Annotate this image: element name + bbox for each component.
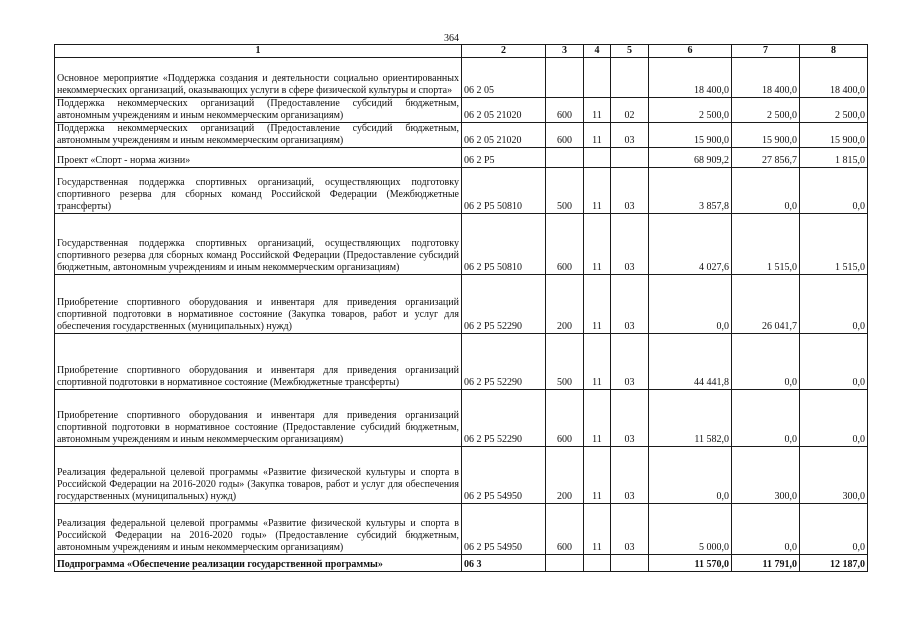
row-col3-cell: 200: [546, 447, 584, 504]
row-col7-cell: 0,0: [732, 168, 800, 214]
row-col4-cell: 11: [584, 447, 611, 504]
row-col6-cell: 2 500,0: [649, 98, 732, 123]
column-header: 8: [800, 45, 868, 58]
row-col6-cell: 44 441,8: [649, 334, 732, 390]
row-col5-cell: [611, 148, 649, 168]
row-name-cell: Приобретение спортивного оборудования и инвентаря для приведения организаций спортивной подготовки в нормативное состояние (Межбюджетные трансферты): [55, 334, 462, 390]
row-col4-cell: [584, 555, 611, 572]
row-col6-cell: 11 570,0: [649, 555, 732, 572]
table-row: [55, 390, 868, 447]
row-name-cell: Подпрограмма «Обеспечение реализации государственной программы»: [55, 555, 462, 572]
row-col3-cell: [546, 58, 584, 98]
row-code-cell: 06 2 P5 50810: [462, 168, 546, 214]
row-col7-cell: 27 856,7: [732, 148, 800, 168]
row-col4-cell: 11: [584, 504, 611, 555]
table-row: [55, 447, 868, 504]
row-col7-cell: 2 500,0: [732, 98, 800, 123]
row-name-cell: Реализация федеральной целевой программы «Развитие физической культуры и спорта в Российской Федерации на 2016-2020 годы» (Закупка товаров, работ и услуг для обеспечения государственных (муниципальных) нужд): [55, 447, 462, 504]
row-col3-cell: 600: [546, 98, 584, 123]
row-col8-cell: 1 815,0: [800, 148, 868, 168]
page-number: 364: [444, 33, 459, 44]
budget-table: [54, 44, 868, 572]
row-col7-cell: 15 900,0: [732, 123, 800, 148]
row-col3-cell: [546, 555, 584, 572]
row-col4-cell: 11: [584, 390, 611, 447]
row-code-cell: 06 2 05 21020: [462, 98, 546, 123]
row-code-cell: 06 2 05: [462, 58, 546, 98]
row-col8-cell: 300,0: [800, 447, 868, 504]
row-col4-cell: 11: [584, 275, 611, 334]
row-col3-cell: 600: [546, 214, 584, 275]
row-col6-cell: 3 857,8: [649, 168, 732, 214]
table-row: [55, 98, 868, 123]
column-header: 1: [55, 45, 462, 58]
row-col7-cell: 18 400,0: [732, 58, 800, 98]
row-name-cell: Основное мероприятие «Поддержка создания и деятельности социально ориентированных некоммерческих организаций, оказывающих услуги в сфере физической культуры и спорта»: [55, 58, 462, 98]
column-header: 6: [649, 45, 732, 58]
row-name-cell: Государственная поддержка спортивных организаций, осуществляющих подготовку спортивного резерва для сборных команд Российской Федерации (Межбюджетные трансферты): [55, 168, 462, 214]
row-name-cell: Приобретение спортивного оборудования и инвентаря для приведения организаций спортивной подготовки в нормативное состояние (Закупка товаров, работ и услуг для обеспечения государственных (муниципальных) нужд): [55, 275, 462, 334]
row-col3-cell: [546, 148, 584, 168]
row-name-cell: Поддержка некоммерческих организаций (Предоставление субсидий бюджетным, автономным учреждениям и иным некоммерческим организациям): [55, 98, 462, 123]
row-col5-cell: 03: [611, 168, 649, 214]
row-col6-cell: 68 909,2: [649, 148, 732, 168]
row-col7-cell: 11 791,0: [732, 555, 800, 572]
row-col8-cell: 0,0: [800, 168, 868, 214]
row-col7-cell: 26 041,7: [732, 275, 800, 334]
row-col4-cell: 11: [584, 334, 611, 390]
row-code-cell: 06 2 P5 50810: [462, 214, 546, 275]
row-col6-cell: 18 400,0: [649, 58, 732, 98]
row-code-cell: 06 2 05 21020: [462, 123, 546, 148]
column-header: 2: [462, 45, 546, 58]
row-code-cell: 06 2 P5 54950: [462, 504, 546, 555]
row-col5-cell: [611, 58, 649, 98]
row-col5-cell: 03: [611, 275, 649, 334]
row-col3-cell: 600: [546, 123, 584, 148]
table-row: [55, 275, 868, 334]
row-col8-cell: 15 900,0: [800, 123, 868, 148]
row-col7-cell: 1 515,0: [732, 214, 800, 275]
column-header: 5: [611, 45, 649, 58]
row-name-cell: Государственная поддержка спортивных организаций, осуществляющих подготовку спортивного резерва для сборных команд Российской Федерации (Предоставление субсидий бюджетным, автономным учреждениям и иным некоммерческим организациям): [55, 214, 462, 275]
row-col3-cell: 500: [546, 334, 584, 390]
row-col5-cell: 03: [611, 390, 649, 447]
row-col5-cell: 03: [611, 214, 649, 275]
row-code-cell: 06 3: [462, 555, 546, 572]
row-col8-cell: 18 400,0: [800, 58, 868, 98]
table-row-total: [55, 555, 868, 572]
row-code-cell: 06 2 P5 54950: [462, 447, 546, 504]
table-row: [55, 123, 868, 148]
row-name-cell: Реализация федеральной целевой программы «Развитие физической культуры и спорта в Российской Федерации на 2016-2020 годы» (Предоставление субсидий бюджетным, автономным учреждениям и иным некоммерческим организациям): [55, 504, 462, 555]
row-col6-cell: 5 000,0: [649, 504, 732, 555]
row-col6-cell: 0,0: [649, 447, 732, 504]
row-col8-cell: 0,0: [800, 390, 868, 447]
column-header: 3: [546, 45, 584, 58]
row-code-cell: 06 2 P5: [462, 148, 546, 168]
row-col4-cell: 11: [584, 214, 611, 275]
row-col7-cell: 0,0: [732, 390, 800, 447]
row-name-cell: Приобретение спортивного оборудования и инвентаря для приведения организаций спортивной подготовки в нормативное состояние (Предоставление субсидий бюджетным, автономным учреждениям и иным некоммерческим организациям): [55, 390, 462, 447]
row-col5-cell: 03: [611, 123, 649, 148]
row-code-cell: 06 2 P5 52290: [462, 275, 546, 334]
row-code-cell: 06 2 P5 52290: [462, 334, 546, 390]
row-col6-cell: 4 027,6: [649, 214, 732, 275]
row-col4-cell: 11: [584, 168, 611, 214]
row-col8-cell: 0,0: [800, 334, 868, 390]
row-col3-cell: 500: [546, 168, 584, 214]
row-col5-cell: 03: [611, 447, 649, 504]
row-col4-cell: 11: [584, 98, 611, 123]
row-code-cell: 06 2 P5 52290: [462, 390, 546, 447]
row-col8-cell: 0,0: [800, 504, 868, 555]
row-col5-cell: [611, 555, 649, 572]
table-row: [55, 214, 868, 275]
table-header-row: [55, 45, 868, 58]
row-col4-cell: 11: [584, 123, 611, 148]
row-col6-cell: 15 900,0: [649, 123, 732, 148]
table-row: [55, 168, 868, 214]
row-name-cell: Поддержка некоммерческих организаций (Предоставление субсидий бюджетным, автономным учреждениям и иным некоммерческим организациям): [55, 123, 462, 148]
row-col4-cell: [584, 148, 611, 168]
row-col7-cell: 0,0: [732, 504, 800, 555]
row-col6-cell: 11 582,0: [649, 390, 732, 447]
row-name-cell: Проект «Спорт - норма жизни»: [55, 148, 462, 168]
row-col3-cell: 200: [546, 275, 584, 334]
column-header: 4: [584, 45, 611, 58]
row-col8-cell: 12 187,0: [800, 555, 868, 572]
table-row: [55, 148, 868, 168]
row-col5-cell: 03: [611, 334, 649, 390]
table-row: [55, 504, 868, 555]
row-col7-cell: 0,0: [732, 334, 800, 390]
row-col5-cell: 02: [611, 98, 649, 123]
row-col4-cell: [584, 58, 611, 98]
row-col6-cell: 0,0: [649, 275, 732, 334]
row-col5-cell: 03: [611, 504, 649, 555]
table-row: [55, 334, 868, 390]
row-col3-cell: 600: [546, 504, 584, 555]
row-col3-cell: 600: [546, 390, 584, 447]
column-header: 7: [732, 45, 800, 58]
row-col7-cell: 300,0: [732, 447, 800, 504]
row-col8-cell: 0,0: [800, 275, 868, 334]
table-row: [55, 58, 868, 98]
row-col8-cell: 2 500,0: [800, 98, 868, 123]
row-col8-cell: 1 515,0: [800, 214, 868, 275]
